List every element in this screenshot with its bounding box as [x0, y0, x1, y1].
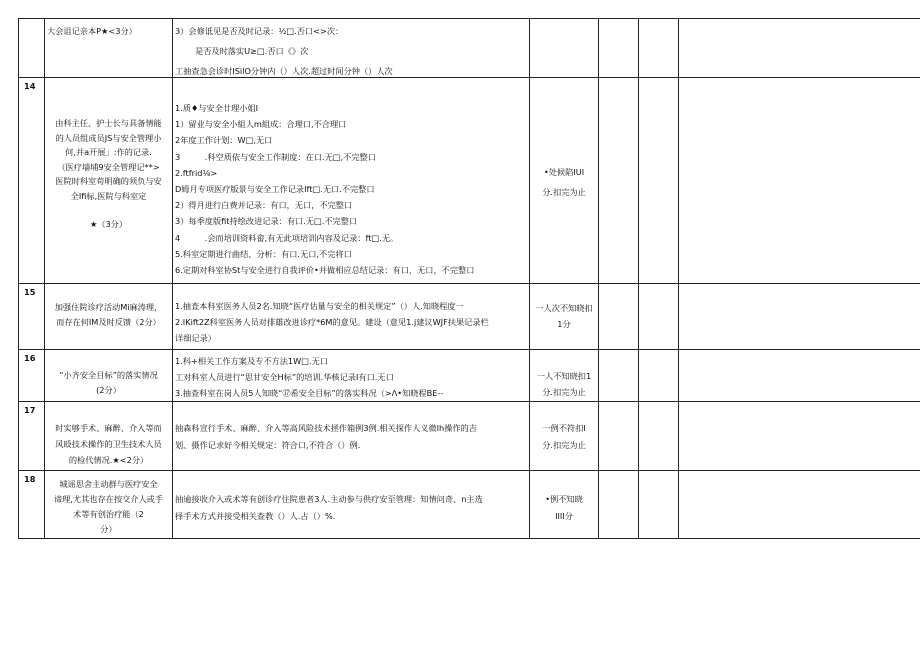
row-number: 14: [19, 78, 45, 284]
deduct-line: 分.扣完为止: [542, 187, 586, 197]
detail-line: 3）会修诋见是否及时记录：½□.否口<>次：: [175, 26, 344, 36]
item-line: 的检代情况.★<2分）: [68, 455, 149, 465]
item-line: 加强住院诊疗活动Mi麻涛理，: [54, 302, 163, 312]
item-line: 分）: [100, 524, 117, 534]
score-cell: [639, 471, 679, 539]
detail-line: 4 .会而培训资料畲,有无此项培训内容及记录：ft□.无。: [175, 232, 399, 243]
detail-line: 是否及时落实U≥□.否口《》次: [195, 46, 309, 56]
score-cell: [639, 350, 679, 402]
detail-cell: [173, 402, 530, 471]
deduct-cell: [530, 471, 599, 539]
detail-line: 1.抽査本科室医务人员2名.知晓“医疗估量与安全的相关规定”（）人.知晓程度一: [175, 301, 464, 311]
item-cell: [45, 284, 173, 350]
table-row: [19, 19, 920, 78]
detail-line: 详细记录）: [175, 333, 216, 343]
detail-line: 择手术方式并接受相关查教（）人.占（）%.: [175, 511, 336, 521]
item-line: (2分）: [96, 385, 121, 395]
row-number: 15: [19, 284, 45, 350]
item-cell: [45, 78, 173, 284]
deduct-line: 1分: [557, 319, 571, 329]
item-line: “小齐安全目标”的落实情况: [59, 370, 158, 380]
detail-line: 1）留业与安全小組人m組成：合理口,不合理口: [175, 119, 347, 130]
score-cell: [599, 78, 639, 284]
row-number: [19, 19, 45, 78]
score-cell: [599, 350, 639, 402]
row-number: 16: [19, 350, 45, 402]
remarks-cell: [679, 402, 920, 471]
deduct-line: •处候陷IUI: [543, 167, 585, 177]
item-line: 时实够手术、麻醉、介入等而: [55, 423, 162, 433]
item-line: 由科主任、护士长与具备情能: [55, 118, 162, 128]
deduct-line: 分.扣完为止: [542, 440, 586, 450]
detail-cell: [173, 350, 530, 402]
remarks-cell: [679, 19, 920, 78]
deduct-line: 一人次不知晓扣: [535, 303, 593, 313]
detail-line: 工对科室人员进行“思甘安全H标”的培训.华核记录I有口.无口: [175, 372, 394, 382]
assessment-table: [18, 18, 920, 539]
detail-line: 1.科+相关工作方案及专不方法1W□.无口: [175, 356, 328, 366]
deduct-line: IIII分: [555, 511, 573, 521]
deduct-cell: [530, 19, 599, 78]
table-row: [19, 350, 920, 402]
item-line: ★（3分）: [89, 219, 128, 229]
detail-line: 划、摄作记求好今相关规定：符合口,不符合（）例.: [175, 440, 361, 450]
item-line: 全Ifi标,医院与科室定: [70, 190, 147, 201]
row-number: 18: [19, 471, 45, 539]
item-line: [47, 203, 170, 217]
remarks-cell: [679, 471, 920, 539]
detail-line: 2.ftfrid⅛>: [175, 167, 218, 178]
detail-cell: [173, 284, 530, 350]
detail-cell: [173, 78, 530, 284]
score-cell: [639, 19, 679, 78]
deduct-line: 分.扣完为止: [542, 387, 586, 397]
detail-line: 3.抽查科室在岗人员5人知晓“⑰希安全目标”的落实科况（>Λ•知晓程BE--: [175, 388, 444, 398]
detail-line: 抽逾接收介入或术等有创诊疗住院患者3人.主动参与供疗安至管理：知情问奇、n主选: [175, 494, 483, 504]
deduct-line: 一人不知晓扣1: [536, 371, 592, 381]
detail-line: 抽森科宣行手术、麻醉、介入等高风险技术拯作箱例3例.相关探作人义微Ih操作的吉: [175, 423, 477, 433]
detail-line: 2年度工作计划：W□,无口: [175, 135, 273, 146]
deduct-cell: [530, 350, 599, 402]
remarks-cell: [679, 284, 920, 350]
table-row: [19, 471, 920, 539]
deduct-line: 一例不符扣I: [542, 423, 586, 433]
item-cell: [45, 402, 173, 471]
score-cell: [639, 284, 679, 350]
item-line: 术等有创治疗能（2: [73, 509, 144, 519]
score-cell: [599, 19, 639, 78]
detail-line: 2）得月进行白费并记录：有口，无口，不完整口: [175, 200, 353, 211]
item-line: 何,并a开展」:作的记录.: [65, 147, 152, 157]
item-cell: [45, 471, 173, 539]
detail-line: 工抽查急会诊时ISilO分钟内（）人次.超过时间分钟（）人次: [175, 66, 393, 76]
table-row: [19, 78, 920, 284]
item-line: 而存在何IM及时反馈（2分）: [56, 317, 161, 327]
item-line: 城谣思舍主动群与医疗安全: [59, 479, 158, 489]
detail-line: D姆月专项医疗版景与安全工作记录Ift□.无口.不完整口: [175, 184, 375, 195]
table-row: [19, 402, 920, 471]
item-line: 医院时科室苟明确的须负与安: [55, 176, 162, 186]
remarks-cell: [679, 350, 920, 402]
detail-line: 3 .科空质依与安全工作制度：在口.无□,不完整口: [175, 151, 376, 162]
detail-line: 5.科室定期进行曲结、分析：有口.无口,不完将口: [175, 248, 352, 259]
item-line: 大会诅记亲本P★<3分）: [47, 26, 137, 36]
score-cell: [599, 284, 639, 350]
item-line: 风殴技术操作的卫生技术人员: [55, 439, 162, 449]
detail-cell: [173, 471, 530, 539]
score-cell: [599, 471, 639, 539]
detail-cell: [173, 19, 530, 78]
detail-line: 6.定期对科室协St与安全进行自我评价•并做相应总结记录：有口，无口，不完整口: [175, 265, 475, 276]
deduct-cell: [530, 402, 599, 471]
detail-line: 3）每季度版fit持绘改进记录：有口.无□.不完整口: [175, 216, 358, 227]
score-cell: [639, 402, 679, 471]
detail-line: 2.IKift2Z科室医务人员对排雄改进诊疗*6M的意见。建设（意见1.j建议WJF扶果记录栏: [175, 317, 489, 327]
item-line: 的人员组成员JS与安全管理小: [55, 132, 162, 143]
row-number: 17: [19, 402, 45, 471]
deduct-cell: [530, 284, 599, 350]
item-cell: [45, 350, 173, 402]
assessment-sheet: [18, 18, 920, 539]
score-cell: [599, 402, 639, 471]
deduct-cell: [530, 78, 599, 284]
item-line: （医疗墙埔9安全管理记**>: [57, 161, 160, 172]
score-cell: [639, 78, 679, 284]
item-line: 谛理,尤其也存在按交介人或手: [53, 494, 164, 504]
table-row: [19, 284, 920, 350]
deduct-line: •例不知晓: [545, 494, 583, 504]
remarks-cell: [679, 78, 920, 284]
detail-line: 1.质♦与安全廿理小姐I: [175, 103, 259, 113]
item-cell: [45, 19, 173, 78]
